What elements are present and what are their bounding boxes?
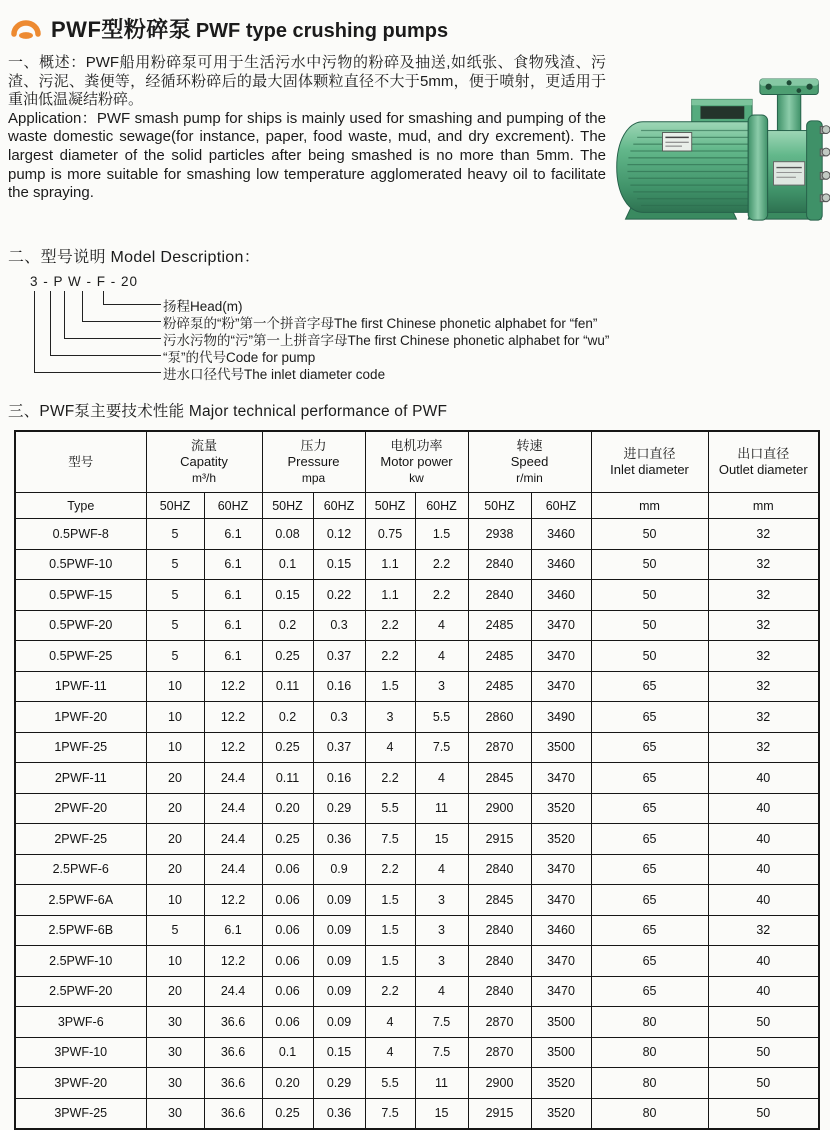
model-cell: 3PWF-20	[15, 1068, 146, 1099]
subheader-60hz: 60HZ	[415, 493, 468, 519]
model-description-heading: 二、型号说明 Model Description：	[8, 249, 260, 266]
table-row	[15, 1037, 819, 1068]
value-cell: 2.2	[365, 854, 415, 885]
model-cell: 1PWF-11	[15, 671, 146, 702]
value-cell: 65	[591, 854, 708, 885]
value-cell: 2.2	[365, 976, 415, 1007]
value-cell: 65	[591, 824, 708, 855]
table-row	[15, 1007, 819, 1038]
value-cell: 24.4	[204, 976, 262, 1007]
value-cell: 3460	[531, 549, 591, 580]
value-cell: 50	[708, 1037, 819, 1068]
page-title-zh: PWF型粉碎泵	[51, 17, 192, 42]
value-cell: 65	[591, 946, 708, 977]
header-row-groups	[15, 431, 819, 493]
value-cell: 6.1	[204, 549, 262, 580]
value-cell: 6.1	[204, 519, 262, 550]
value-cell: 10	[146, 946, 204, 977]
value-cell: 32	[708, 641, 819, 672]
value-cell: 65	[591, 671, 708, 702]
value-cell: 4	[415, 976, 468, 1007]
value-cell: 5.5	[365, 1068, 415, 1099]
subheader-50hz: 50HZ	[365, 493, 415, 519]
value-cell: 3470	[531, 641, 591, 672]
value-cell: 3	[415, 885, 468, 916]
table-row	[15, 946, 819, 977]
value-cell: 1.5	[415, 519, 468, 550]
table-row	[15, 549, 819, 580]
value-cell: 2870	[468, 732, 531, 763]
value-cell: 0.25	[262, 824, 313, 855]
value-cell: 20	[146, 976, 204, 1007]
model-cell: 2.5PWF-6A	[15, 885, 146, 916]
value-cell: 7.5	[365, 824, 415, 855]
value-cell: 0.29	[313, 793, 365, 824]
col-header-pressure: 压力 Pressure mpa	[262, 431, 365, 493]
value-cell: 40	[708, 946, 819, 977]
pump-photo	[606, 76, 830, 226]
value-cell: 4	[415, 854, 468, 885]
value-cell: 50	[708, 1007, 819, 1038]
subheader-60hz: 60HZ	[313, 493, 365, 519]
value-cell: 0.3	[313, 702, 365, 733]
value-cell: 80	[591, 1098, 708, 1129]
value-cell: 50	[591, 641, 708, 672]
value-cell: 2840	[468, 976, 531, 1007]
value-cell: 32	[708, 915, 819, 946]
value-cell: 32	[708, 610, 819, 641]
page-title-en: PWF type crushing pumps	[195, 20, 449, 42]
value-cell: 3	[415, 915, 468, 946]
value-cell: 6.1	[204, 580, 262, 611]
table-row	[15, 915, 819, 946]
value-cell: 24.4	[204, 793, 262, 824]
value-cell: 0.20	[262, 1068, 313, 1099]
model-cell: 2PWF-11	[15, 763, 146, 794]
value-cell: 0.15	[262, 580, 313, 611]
value-cell: 5	[146, 580, 204, 611]
value-cell: 65	[591, 793, 708, 824]
value-cell: 2485	[468, 641, 531, 672]
value-cell: 50	[708, 1098, 819, 1129]
rear-plate	[807, 121, 823, 220]
value-cell: 50	[591, 519, 708, 550]
value-cell: 3460	[531, 580, 591, 611]
value-cell: 0.20	[262, 793, 313, 824]
value-cell: 3490	[531, 702, 591, 733]
overview-paragraph-zh: 一、概述：PWF船用粉碎泵可用于生活污水中污物的粉碎及抽送,如纸张、食物残渣、污渣、污泥、粪便等，经循环粉碎后的最大固体颗粒直径不大于5mm，便于喷射，更适用于重油低温凝结粉碎。	[8, 54, 606, 109]
value-cell: 30	[146, 1007, 204, 1038]
bracket-flange	[748, 115, 767, 220]
value-cell: 4	[365, 732, 415, 763]
value-cell: 4	[415, 610, 468, 641]
overview-text	[8, 54, 606, 231]
value-cell: 20	[146, 824, 204, 855]
value-cell: 0.09	[313, 1007, 365, 1038]
value-cell: 2845	[468, 885, 531, 916]
code-label-pump-code: “泵”的代号Code for pump	[163, 350, 316, 365]
table-row	[15, 793, 819, 824]
value-cell: 2.2	[365, 763, 415, 794]
value-cell: 5	[146, 519, 204, 550]
value-cell: 0.9	[313, 854, 365, 885]
value-cell: 32	[708, 549, 819, 580]
value-cell: 24.4	[204, 763, 262, 794]
value-cell: 6.1	[204, 610, 262, 641]
value-cell: 3500	[531, 1037, 591, 1068]
model-cell: 1PWF-25	[15, 732, 146, 763]
performance-heading: 三、PWF泵主要技术性能 Major technical performance of PWF	[8, 403, 448, 420]
value-cell: 30	[146, 1068, 204, 1099]
col-header-inlet: 进口直径 Inlet diameter	[591, 431, 708, 493]
value-cell: 3470	[531, 854, 591, 885]
value-cell: 50	[591, 549, 708, 580]
value-cell: 0.2	[262, 702, 313, 733]
model-cell: 0.5PWF-20	[15, 610, 146, 641]
value-cell: 2900	[468, 793, 531, 824]
value-cell: 1.5	[365, 946, 415, 977]
value-cell: 3470	[531, 610, 591, 641]
value-cell: 36.6	[204, 1098, 262, 1129]
value-cell: 1.5	[365, 915, 415, 946]
table-row	[15, 763, 819, 794]
code-label-fen: 粉碎泵的“粉”第一个拼音字母The first Chinese phonetic alphabet for “fen”	[163, 316, 598, 331]
value-cell: 32	[708, 580, 819, 611]
value-cell: 0.25	[262, 641, 313, 672]
value-cell: 0.22	[313, 580, 365, 611]
value-cell: 0.25	[262, 732, 313, 763]
value-cell: 3520	[531, 1068, 591, 1099]
value-cell: 80	[591, 1037, 708, 1068]
value-cell: 1.5	[365, 671, 415, 702]
col-header-outlet: 出口直径 Outlet diameter	[708, 431, 819, 493]
value-cell: 0.06	[262, 915, 313, 946]
value-cell: 40	[708, 976, 819, 1007]
value-cell: 10	[146, 702, 204, 733]
value-cell: 0.08	[262, 519, 313, 550]
value-cell: 10	[146, 671, 204, 702]
value-cell: 3520	[531, 1098, 591, 1129]
value-cell: 32	[708, 671, 819, 702]
value-cell: 0.09	[313, 915, 365, 946]
value-cell: 2.2	[415, 580, 468, 611]
value-cell: 5	[146, 641, 204, 672]
value-cell: 0.1	[262, 549, 313, 580]
value-cell: 2915	[468, 1098, 531, 1129]
value-cell: 32	[708, 732, 819, 763]
value-cell: 3	[415, 671, 468, 702]
value-cell: 4	[365, 1037, 415, 1068]
value-cell: 2485	[468, 610, 531, 641]
code-label-head: 扬程Head(m)	[163, 299, 243, 314]
pump-nameplate	[774, 162, 805, 185]
value-cell: 3470	[531, 976, 591, 1007]
value-cell: 0.37	[313, 732, 365, 763]
value-cell: 0.16	[313, 671, 365, 702]
subheader-type: Type	[15, 493, 146, 519]
col-header-capacity: 流量 Capatity m³/h	[146, 431, 262, 493]
value-cell: 3460	[531, 915, 591, 946]
value-cell: 65	[591, 976, 708, 1007]
model-cell: 0.5PWF-10	[15, 549, 146, 580]
value-cell: 2.2	[365, 610, 415, 641]
value-cell: 65	[591, 763, 708, 794]
value-cell: 20	[146, 763, 204, 794]
value-cell: 0.11	[262, 671, 313, 702]
value-cell: 6.1	[204, 641, 262, 672]
value-cell: 24.4	[204, 824, 262, 855]
subheader-60hz: 60HZ	[531, 493, 591, 519]
table-row	[15, 641, 819, 672]
table-row	[15, 976, 819, 1007]
value-cell: 5	[146, 549, 204, 580]
value-cell: 32	[708, 519, 819, 550]
value-cell: 7.5	[365, 1098, 415, 1129]
value-cell: 40	[708, 763, 819, 794]
value-cell: 7.5	[415, 1007, 468, 1038]
value-cell: 0.75	[365, 519, 415, 550]
value-cell: 32	[708, 702, 819, 733]
overview-paragraph-en: Application：PWF smash pump for ships is mainly used for smashing and pumping of the waste domestic sewage(for instance, paper, food waste, mud, and dry excrement). The largest diameter of the solid particles after being smashed is no more than 5mm. The pump is more suitable for smashing low temperature agglomerated heavy oil to facilitate the spraying.	[8, 109, 606, 202]
value-cell: 5.5	[365, 793, 415, 824]
performance-table	[14, 430, 820, 1130]
value-cell: 20	[146, 854, 204, 885]
value-cell: 3460	[531, 519, 591, 550]
value-cell: 1.1	[365, 549, 415, 580]
value-cell: 30	[146, 1037, 204, 1068]
value-cell: 50	[591, 610, 708, 641]
value-cell: 15	[415, 1098, 468, 1129]
value-cell: 30	[146, 1098, 204, 1129]
brand-arc-icon	[10, 17, 42, 41]
value-cell: 0.36	[313, 824, 365, 855]
value-cell: 0.15	[313, 1037, 365, 1068]
value-cell: 0.36	[313, 1098, 365, 1129]
value-cell: 3	[415, 946, 468, 977]
table-row	[15, 854, 819, 885]
value-cell: 2845	[468, 763, 531, 794]
value-cell: 2860	[468, 702, 531, 733]
value-cell: 65	[591, 915, 708, 946]
pump-figure	[606, 54, 830, 231]
subheader-50hz: 50HZ	[468, 493, 531, 519]
value-cell: 4	[415, 763, 468, 794]
value-cell: 2.2	[365, 641, 415, 672]
value-cell: 36.6	[204, 1068, 262, 1099]
value-cell: 0.09	[313, 885, 365, 916]
table-row	[15, 1068, 819, 1099]
value-cell: 0.09	[313, 946, 365, 977]
value-cell: 12.2	[204, 732, 262, 763]
subheader-60hz: 60HZ	[204, 493, 262, 519]
value-cell: 3500	[531, 1007, 591, 1038]
table-row	[15, 732, 819, 763]
model-cell: 2.5PWF-20	[15, 976, 146, 1007]
value-cell: 0.06	[262, 1007, 313, 1038]
value-cell: 0.09	[313, 976, 365, 1007]
model-cell: 3PWF-10	[15, 1037, 146, 1068]
value-cell: 3470	[531, 946, 591, 977]
value-cell: 2840	[468, 946, 531, 977]
value-cell: 40	[708, 824, 819, 855]
value-cell: 80	[591, 1068, 708, 1099]
value-cell: 3470	[531, 671, 591, 702]
value-cell: 2840	[468, 854, 531, 885]
value-cell: 40	[708, 885, 819, 916]
inlet-pipe	[777, 90, 800, 137]
model-cell: 2.5PWF-10	[15, 946, 146, 977]
value-cell: 0.37	[313, 641, 365, 672]
performance-table-body	[15, 519, 819, 1130]
value-cell: 5.5	[415, 702, 468, 733]
model-code: 3 - P W - F - 20	[30, 274, 139, 289]
model-cell: 2PWF-25	[15, 824, 146, 855]
model-code-diagram	[0, 273, 830, 389]
model-cell: 1PWF-20	[15, 702, 146, 733]
value-cell: 2870	[468, 1037, 531, 1068]
value-cell: 3500	[531, 732, 591, 763]
value-cell: 4	[365, 1007, 415, 1038]
value-cell: 2.2	[415, 549, 468, 580]
value-cell: 5	[146, 915, 204, 946]
value-cell: 1.5	[365, 885, 415, 916]
value-cell: 1.1	[365, 580, 415, 611]
value-cell: 3470	[531, 885, 591, 916]
value-cell: 20	[146, 793, 204, 824]
value-cell: 2870	[468, 1007, 531, 1038]
value-cell: 3470	[531, 763, 591, 794]
value-cell: 12.2	[204, 702, 262, 733]
table-row	[15, 519, 819, 550]
connector-line	[34, 291, 161, 373]
value-cell: 2485	[468, 671, 531, 702]
value-cell: 2840	[468, 549, 531, 580]
value-cell: 65	[591, 702, 708, 733]
value-cell: 3	[365, 702, 415, 733]
model-cell: 3PWF-6	[15, 1007, 146, 1038]
value-cell: 3520	[531, 824, 591, 855]
table-row	[15, 671, 819, 702]
value-cell: 0.12	[313, 519, 365, 550]
value-cell: 40	[708, 854, 819, 885]
subheader-50hz: 50HZ	[262, 493, 313, 519]
table-row	[15, 1098, 819, 1129]
value-cell: 0.06	[262, 946, 313, 977]
subheader-50hz: 50HZ	[146, 493, 204, 519]
value-cell: 40	[708, 793, 819, 824]
value-cell: 11	[415, 793, 468, 824]
value-cell: 50	[591, 580, 708, 611]
value-cell: 10	[146, 732, 204, 763]
value-cell: 0.1	[262, 1037, 313, 1068]
value-cell: 2915	[468, 824, 531, 855]
value-cell: 0.06	[262, 976, 313, 1007]
model-cell: 2.5PWF-6	[15, 854, 146, 885]
model-cell: 0.5PWF-25	[15, 641, 146, 672]
value-cell: 0.29	[313, 1068, 365, 1099]
value-cell: 0.3	[313, 610, 365, 641]
value-cell: 36.6	[204, 1037, 262, 1068]
value-cell: 10	[146, 885, 204, 916]
table-row	[15, 580, 819, 611]
model-cell: 2.5PWF-6B	[15, 915, 146, 946]
model-cell: 0.5PWF-15	[15, 580, 146, 611]
table-row	[15, 702, 819, 733]
value-cell: 7.5	[415, 732, 468, 763]
value-cell: 11	[415, 1068, 468, 1099]
value-cell: 0.2	[262, 610, 313, 641]
value-cell: 65	[591, 732, 708, 763]
table-row	[15, 824, 819, 855]
col-header-speed: 转速 Speed r/min	[468, 431, 591, 493]
value-cell: 12.2	[204, 671, 262, 702]
value-cell: 0.06	[262, 885, 313, 916]
value-cell: 4	[415, 641, 468, 672]
value-cell: 5	[146, 610, 204, 641]
page-title	[51, 13, 448, 44]
value-cell: 24.4	[204, 854, 262, 885]
table-row	[15, 610, 819, 641]
col-header-motor-power: 电机功率 Motor power kw	[365, 431, 468, 493]
value-cell: 0.16	[313, 763, 365, 794]
subheader-outlet-mm: mm	[708, 493, 819, 519]
header-row-subs	[15, 493, 819, 519]
code-label-inlet-code: 进水口径代号The inlet diameter code	[163, 367, 386, 382]
value-cell: 80	[591, 1007, 708, 1038]
value-cell: 15	[415, 824, 468, 855]
value-cell: 0.25	[262, 1098, 313, 1129]
value-cell: 36.6	[204, 1007, 262, 1038]
value-cell: 12.2	[204, 885, 262, 916]
value-cell: 2840	[468, 915, 531, 946]
value-cell: 3520	[531, 793, 591, 824]
value-cell: 7.5	[415, 1037, 468, 1068]
value-cell: 2840	[468, 580, 531, 611]
value-cell: 0.15	[313, 549, 365, 580]
value-cell: 65	[591, 885, 708, 916]
model-cell: 0.5PWF-8	[15, 519, 146, 550]
model-cell: 2PWF-20	[15, 793, 146, 824]
model-cell: 3PWF-25	[15, 1098, 146, 1129]
value-cell: 0.06	[262, 854, 313, 885]
table-row	[15, 885, 819, 916]
value-cell: 12.2	[204, 946, 262, 977]
overview-section	[0, 44, 830, 231]
value-cell: 50	[708, 1068, 819, 1099]
code-label-wu: 污水污物的“污”第一上拼音字母The first Chinese phonetic alphabet for “wu”	[163, 333, 610, 348]
value-cell: 2938	[468, 519, 531, 550]
value-cell: 6.1	[204, 915, 262, 946]
page-header	[0, 0, 830, 44]
subheader-inlet-mm: mm	[591, 493, 708, 519]
value-cell: 2900	[468, 1068, 531, 1099]
col-header-model: 型号	[15, 431, 146, 493]
value-cell: 0.11	[262, 763, 313, 794]
